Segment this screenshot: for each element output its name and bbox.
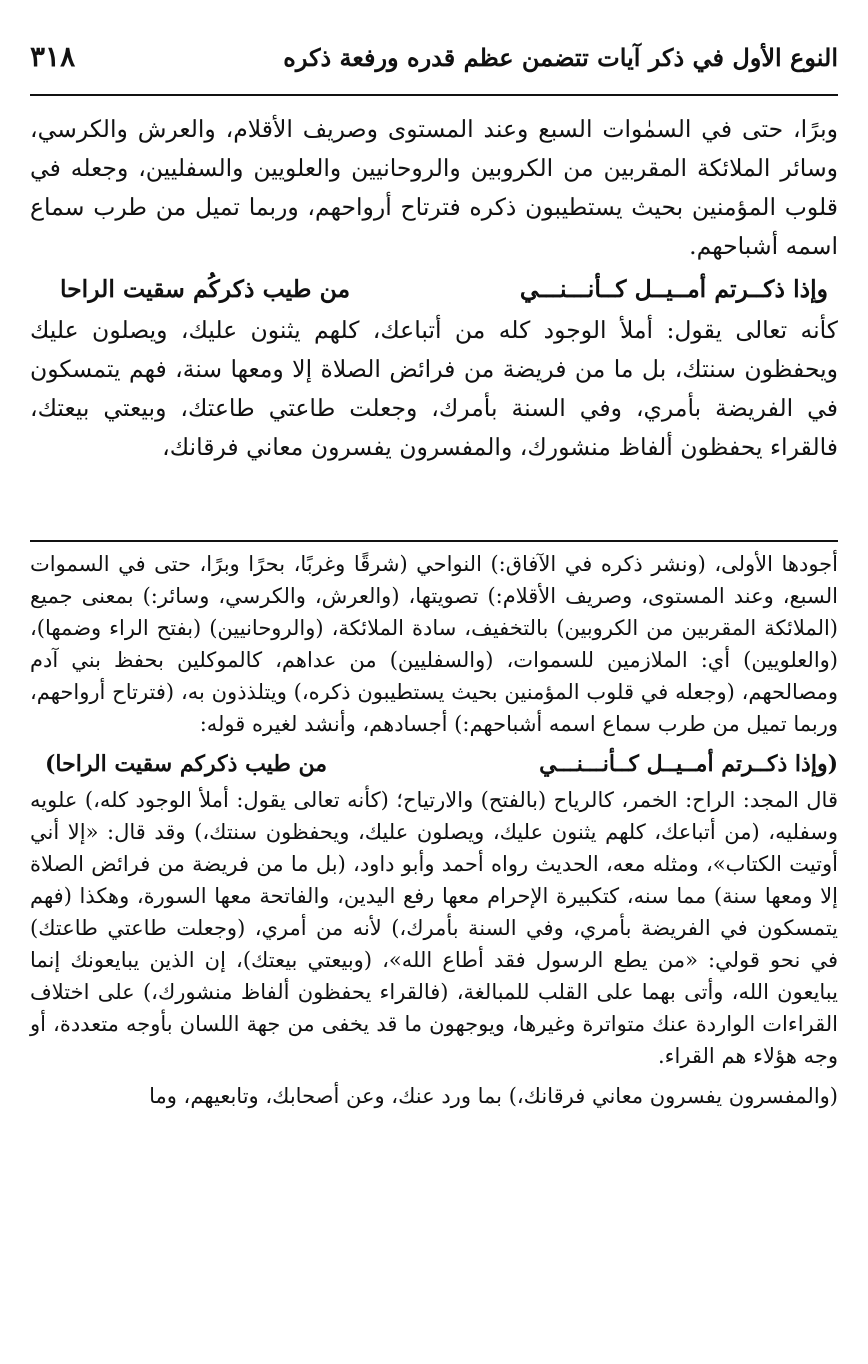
main-verse [30, 270, 838, 309]
commentary-paragraph-3: (والمفسرون يفسرون معاني فرقانك،) بما ورد عنك، وعن أصحابك، وتابعيهم، وما [149, 1084, 838, 1108]
commentary-rule [30, 540, 838, 542]
verse-first-hemistich: وإذا ذكــرتم أمــيــل كــأنـــنـــي [519, 275, 828, 303]
commentary-verse [30, 748, 838, 780]
page-number: ٣١٨ [30, 40, 76, 73]
main-text [30, 110, 838, 467]
commentary-verse-first: (وإذا ذكــرتم أمــيــل كــأنـــنـــي [539, 751, 838, 777]
commentary-paragraph-2: قال المجد: الراح: الخمر، كالرياح (بالفتح) والارتياح؛ (كأنه تعالى يقول: أملأ الوجود كله،) علويه وسفليه، (من أتباعك، كلهم يثنون عليك، ويصلون عليك، ويحفظون سنتك،) وقد قال: «إلا أني أوتيت الكتاب»، ومثله معه، الحديث رواه أحمد وأبو داود، (بل ما من فريضة من فرائض الصلاة إلا ومعها سنة) مما سنه، كتكبيرة الإحرام معها رفع اليدين، والفاتحة معها السورة، وهكذا (فهم يتمسكون في الفريضة بأمري، وفي السنة بأمرك،) لأنه من أمري، (وجعلت طاعتي طاعتك) في نحو قولي: «من يطع الرسول فقد أطاع الله»، (وبيعتي بيعتك)، إن الذين يبايعونك إنما يبايعون الله، وأتى بهما على القلب للمبالغة، (فالقراء يحفظون ألفاظ منشورك،) على اختلاف القراءات الواردة عنك متواترة وغيرها، ويوجهون ما قد يخفى من جهة اللسان بأوجه متعددة، أو وجه هؤلاء هم القراء. [30, 788, 838, 1068]
commentary-text [30, 548, 838, 1112]
page-header [30, 40, 838, 90]
commentary-verse-second: من طيب ذكركم سقيت الراحا) [45, 751, 328, 777]
main-paragraph-2: كأنه تعالى يقول: أملأ الوجود كله من أتباعك، كلهم يثنون عليك، ويصلون عليك ويحفظون سنتك، بل ما من فريضة من فرائض الصلاة إلا ومعها سنة، فهم يتمسكون في الفريضة بأمري، وفي السنة بأمرك، وجعلت طاعتي طاعتك، وبيعتي بيعتك، فالقراء يحفظون ألفاظ منشورك، والمفسرون يفسرون معاني فرقانك، [30, 316, 838, 461]
verse-second-hemistich: من طيب ذكركُم سقيت الراحا [60, 275, 351, 303]
main-paragraph-1: وبرًا، حتى في السمٰوات السبع وعند المستوى وصريف الأقلام، والعرش والكرسي، وسائر الملائكة المقربين من الكروبين والروحانيين والعلويين والسفليين، وجعله في قلوب المؤمنين بحيث يستطيبون ذكره فترتاح أرواحهم، وربما تميل من طرب سماع اسمه أشباحهم. [30, 115, 838, 260]
header-rule [30, 94, 838, 96]
running-title: النوع الأول في ذكر آيات تتضمن عظم قدره ورفعة ذكره [283, 43, 838, 72]
book-page [30, 40, 838, 1108]
commentary-paragraph-1: أجودها الأولى، (ونشر ذكره في الآفاق:) النواحي (شرقًا وغربًا، بحرًا وبرًا، حتى في السموات السبع، وعند المستوى، وصريف الأقلام:) تصويتها، (والعرش، والكرسي، وسائر:) بمعنى جميع (الملائكة المقربين من الكروبين) بالتخفيف، سادة الملائكة، (والروحانيين) (بفتح الراء وضمها)، (والعلويين) أي: الملازمين للسموات، (والسفليين) من عداهم، كالموكلين بحفظ بني آدم ومصالحهم، (وجعله في قلوب المؤمنين بحيث يستطيبون ذكره،) ويتلذذون به، (فترتاح أرواحهم، وربما تميل من طرب سماع اسمه أشباحهم:) أجسادهم، وأنشد لغيره قوله: [30, 552, 838, 736]
